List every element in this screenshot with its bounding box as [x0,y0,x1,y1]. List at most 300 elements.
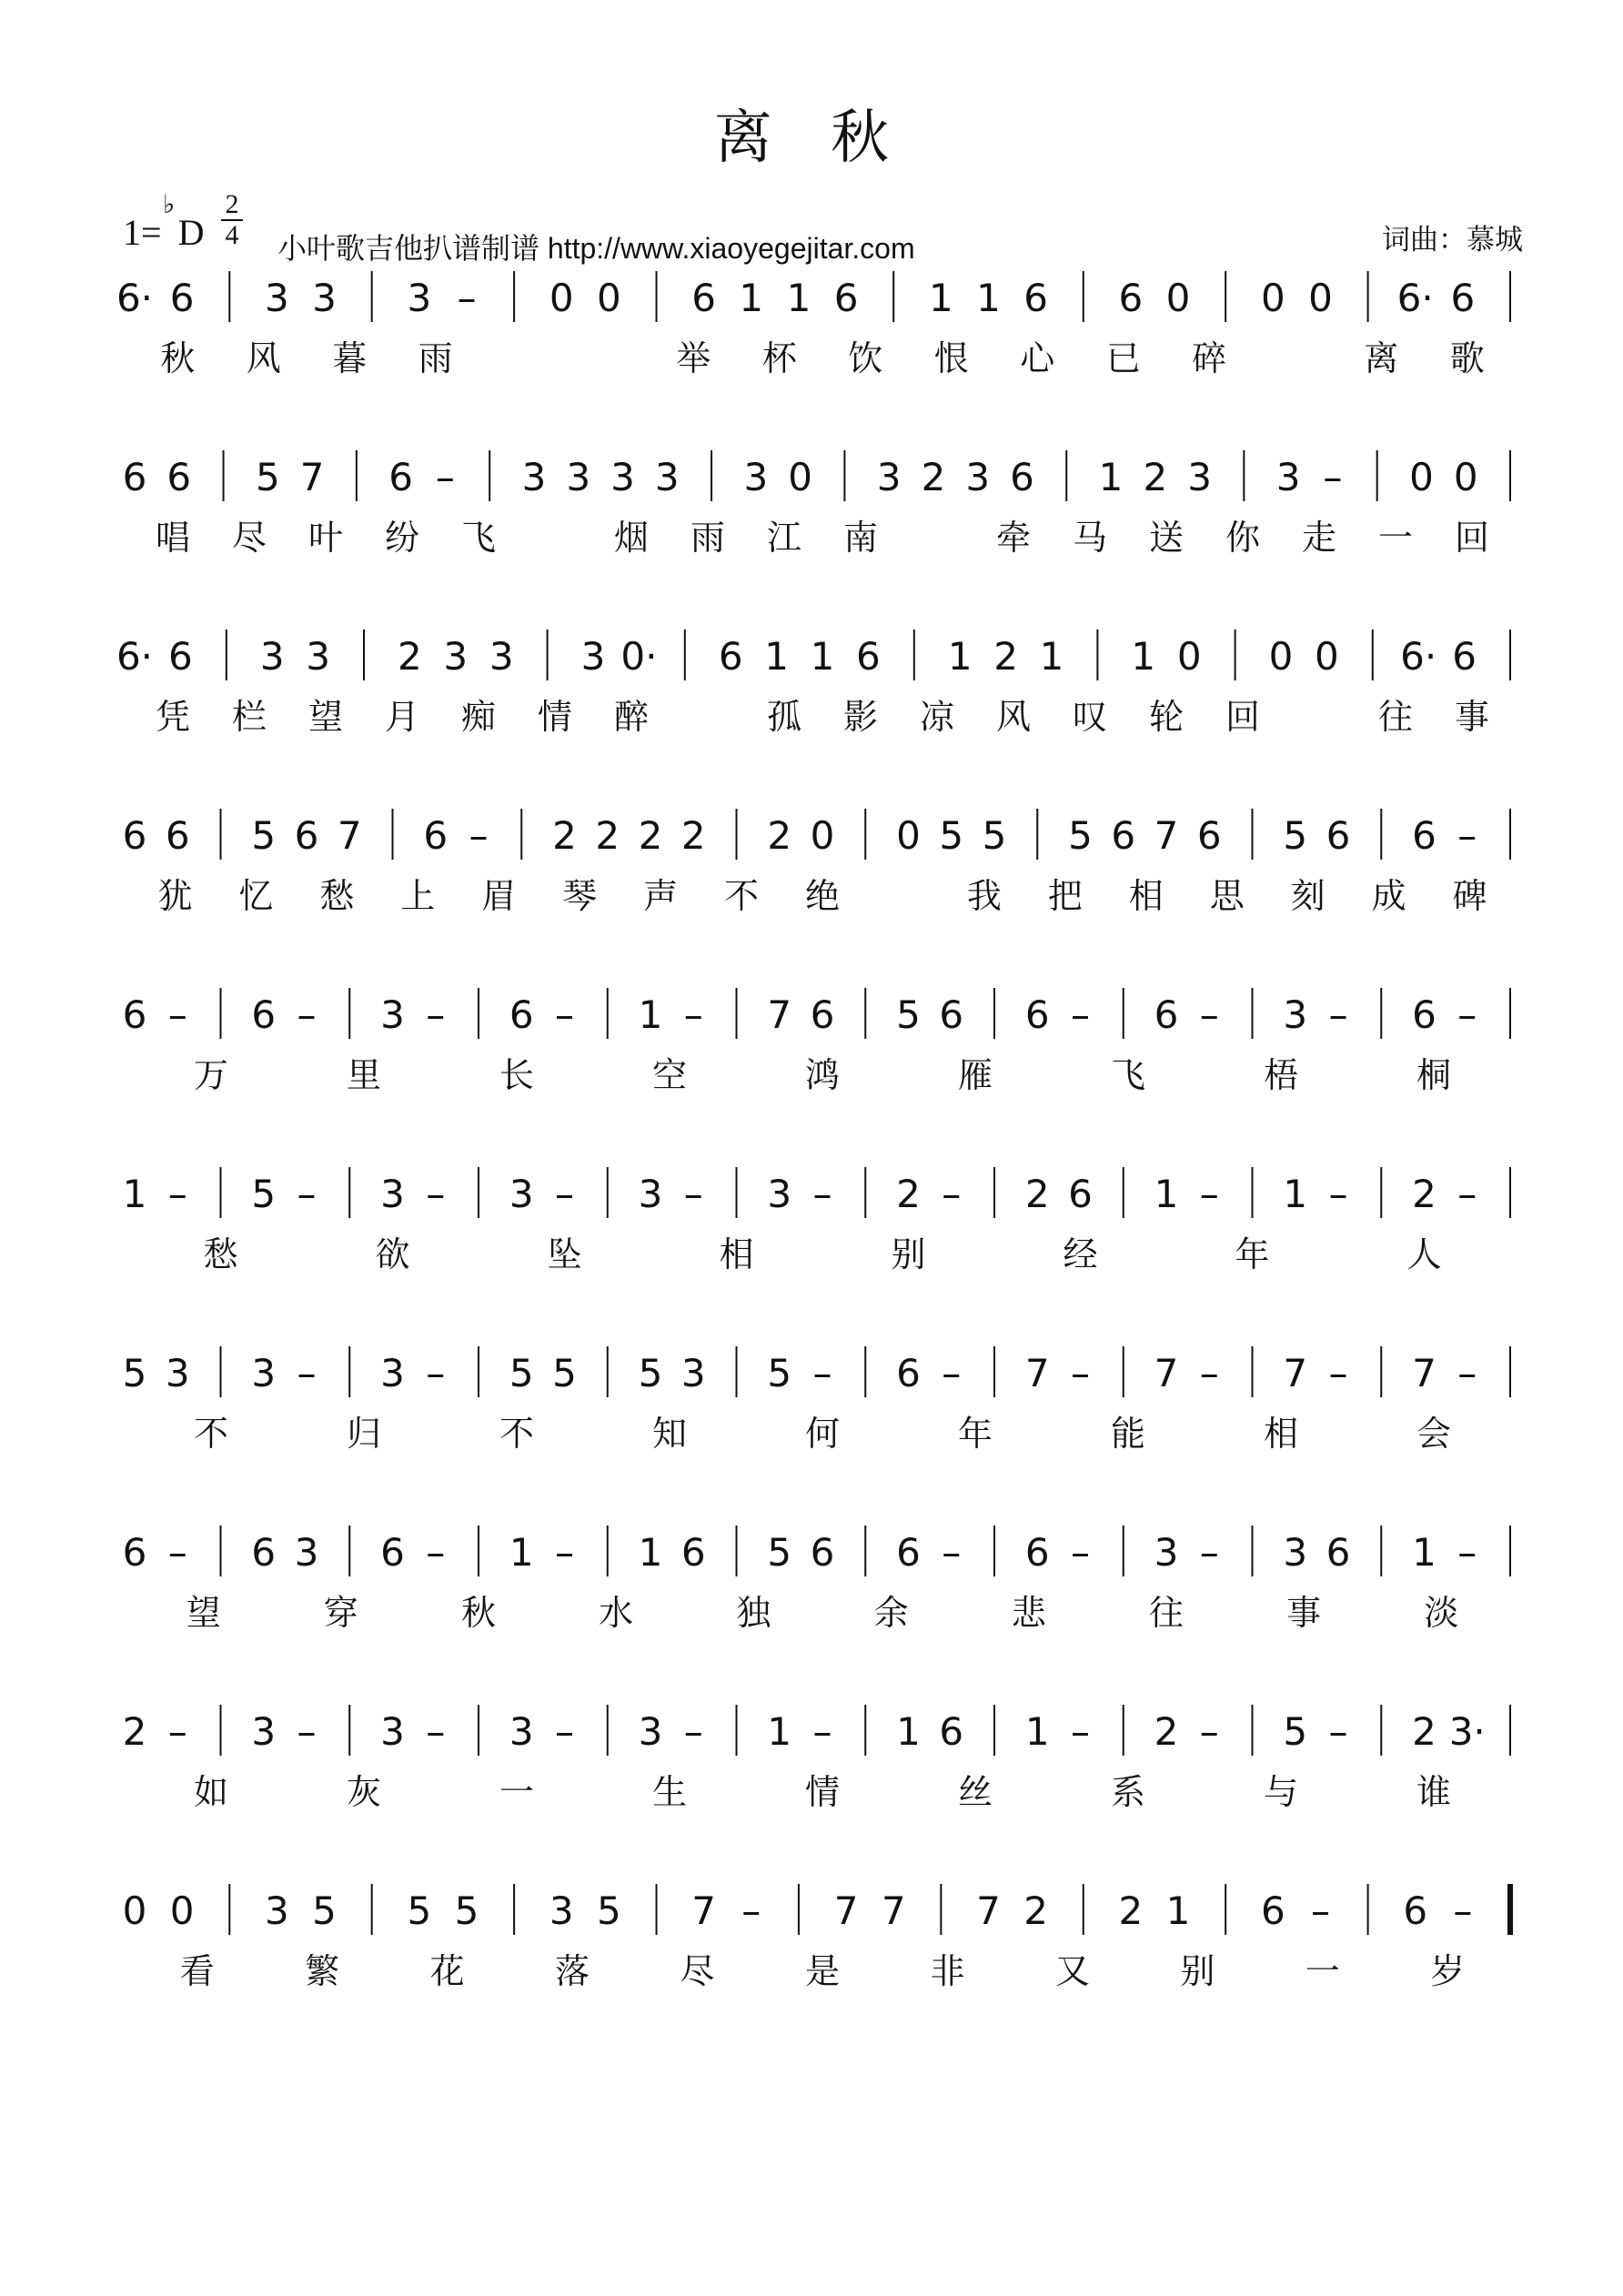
lyric-char: 离 [1364,338,1399,378]
jianpu-note: 1 [947,634,973,679]
jianpu-note: 2 [1024,1172,1050,1216]
jianpu-note: 0 [169,1888,195,1933]
song-title: 离 秋 [713,105,910,172]
lyric-char: 月 [384,697,420,737]
jianpu-note: 1 [810,634,835,679]
key-prefix: 1= [123,212,162,253]
jianpu-note: 3 [876,455,902,499]
lyric-char: 一 [1305,1951,1340,1991]
lyric-char: 独 [736,1593,771,1633]
jianpu-note: 5 [638,1351,663,1395]
jianpu-note: 2 [680,813,706,858]
jianpu-note: 5 [896,992,921,1037]
jianpu-note: 5 [1283,813,1308,858]
jianpu-note: 3 [306,634,330,679]
lyric-char: 事 [1286,1593,1322,1633]
jianpu-note: 0 [1176,634,1202,679]
lyric-char: 飞 [460,518,497,558]
dash-note: – [457,276,477,320]
jianpu-note: 3 [743,455,769,499]
lyric-char: 丝 [957,1772,993,1812]
jianpu-note: 1 [638,1530,663,1575]
jianpu-note: 1 [1098,455,1124,499]
jianpu-note: 6 [833,276,859,320]
jianpu-note: 3 [265,1888,289,1933]
lyric-char: 回 [1454,518,1490,558]
lyric-char: 望 [307,697,344,737]
dash-note: – [426,992,446,1037]
jianpu-note: 5 [767,1351,792,1395]
jianpu-note: 6 [423,813,449,858]
lyric-char: 梧 [1263,1055,1299,1095]
jianpu-note: 6 [1326,813,1351,858]
lyric-char: 眉 [481,876,517,916]
lyric-char: 岁 [1430,1951,1466,1991]
jianpu-note: 1 [767,1709,792,1754]
jianpu-note: 5 [251,1172,277,1216]
dash-note: – [426,1172,446,1216]
jianpu-note: 5 [255,455,280,499]
jianpu-note: 3 [965,455,991,499]
dash-note: – [1071,1709,1090,1754]
lyric-char: 马 [1072,518,1108,558]
jianpu-note: 3· [1448,1709,1486,1754]
jianpu-note: 6 [856,634,881,679]
lyric-char: 栏 [231,697,267,737]
lyric-char: 空 [651,1055,688,1095]
jianpu-note: 3 [380,1709,405,1754]
lyric-char: 坠 [547,1234,582,1274]
lyric-char: 往 [1148,1593,1184,1633]
dash-note: – [1199,1351,1219,1395]
lyric-char: 飞 [1110,1055,1146,1095]
lyric-char: 鸿 [804,1055,841,1095]
dash-note: – [1328,992,1348,1037]
jianpu-note: 0 [788,455,812,499]
jianpu-note: 3 [509,1172,534,1216]
lyric-char: 轮 [1148,697,1184,737]
jianpu-note: 1 [1131,634,1156,679]
lyric-char: 恨 [933,338,969,378]
jianpu-note: 1 [896,1709,921,1754]
dash-note: – [426,1351,446,1395]
jianpu-note: 5 [597,1888,621,1933]
jianpu-note: 5 [1283,1709,1308,1754]
lyric-char: 风 [246,338,281,378]
lyric-char: 人 [1406,1234,1442,1274]
lyric-char: 唱 [155,518,191,558]
jianpu-note: 3 [380,992,405,1037]
jianpu-note: 6 [680,1530,706,1575]
dash-note: – [683,1709,703,1754]
lyrics-row [0,876,1623,916]
jianpu-note: 2 [921,455,946,499]
jianpu-note: 3 [407,276,432,320]
dash-note: – [942,1530,962,1575]
lyric-char: 知 [651,1414,688,1454]
jianpu-note: 6 [1154,992,1179,1037]
lyric-char: 别 [1180,1951,1215,1991]
jianpu-note: 2 [896,1172,921,1216]
beats-bottom: 4 [225,220,239,250]
lyric-char: 尽 [231,518,267,558]
lyric-char: 望 [186,1593,221,1633]
dash-note: – [683,1172,703,1216]
dash-note: – [812,1351,832,1395]
jianpu-note: 6 [1010,455,1034,499]
lyric-char: 我 [966,876,1002,916]
lyric-char: 一 [1377,518,1414,558]
dash-note: – [297,1709,317,1754]
lyrics-row [0,338,1623,378]
lyric-char: 相 [1263,1414,1299,1454]
jianpu-note: 1 [764,634,789,679]
jianpu-note: 6 [165,813,190,858]
jianpu-note: 3 [638,1709,663,1754]
dash-note: – [167,1530,187,1575]
jianpu-note: 6 [1326,1530,1351,1575]
lyric-char: 饮 [848,338,883,378]
lyric-char: 年 [957,1414,993,1454]
dash-note: – [1457,1530,1477,1575]
lyric-char: 忆 [238,876,274,916]
lyric-char: 是 [804,1951,841,1991]
jianpu-note: 0· [620,634,658,679]
dash-note: – [426,1709,446,1754]
jianpu-note: 0 [810,813,835,858]
lyric-char: 纷 [384,518,420,558]
lyric-char: 凭 [155,697,191,737]
jianpu-note: 3 [489,634,514,679]
lyric-char: 愁 [203,1234,238,1274]
jianpu-note: 7 [1154,813,1179,858]
jianpu-note: 2 [1412,1709,1437,1754]
jianpu-note: 6 [122,455,147,499]
jianpu-note: 6 [122,1530,147,1575]
lyric-char: 经 [1063,1234,1098,1274]
jianpu-note: 6 [810,992,835,1037]
jianpu-note: 3 [251,1709,277,1754]
lyric-char: 灰 [346,1772,382,1812]
lyric-char: 牵 [995,518,1032,558]
lyric-char: 绝 [804,876,841,916]
lyric-char: 生 [651,1772,688,1812]
lyric-char: 南 [842,518,879,558]
lyric-char: 歌 [1449,338,1485,378]
jianpu-note: 3 [265,276,289,320]
lyric-char: 成 [1371,876,1406,916]
author-credit: 词曲：慕城 [1382,224,1523,257]
lyric-char: 醉 [613,697,650,737]
lyric-char: 别 [891,1234,926,1274]
dash-note: – [1457,992,1477,1037]
dash-note: – [812,1709,832,1754]
jianpu-note: 0 [1165,276,1191,320]
jianpu-note: 6 [166,455,192,499]
jianpu-note: 6· [116,276,154,320]
jianpu-note: 6 [691,276,717,320]
lyric-char: 杯 [761,338,797,378]
jianpu-note: 7 [1283,1351,1308,1395]
jianpu-note: 3 [1154,1530,1179,1575]
jianpu-note: 3 [1187,455,1212,499]
lyric-char: 回 [1225,697,1261,737]
lyric-char: 会 [1416,1414,1452,1454]
lyric-char: 江 [766,518,802,558]
jianpu-note: 7 [881,1888,906,1933]
lyric-char: 雨 [690,518,726,558]
lyric-char: 痴 [460,697,497,737]
dash-note: – [1323,455,1343,499]
dash-note: – [167,992,187,1037]
lyric-char: 秋 [460,1593,497,1633]
lyric-char: 不 [193,1414,229,1454]
jianpu-note: 6 [1118,276,1144,320]
dash-note: – [426,1530,446,1575]
lyric-char: 琴 [562,876,598,916]
lyric-char: 走 [1301,518,1337,558]
jianpu-note: 5 [454,1888,479,1933]
lyric-char: 雁 [957,1055,993,1095]
lyric-char: 穿 [323,1593,358,1633]
jianpu-note: 0 [1453,455,1478,499]
jianpu-note: 0 [1268,634,1294,679]
dash-note: – [555,1172,574,1216]
lyric-char: 烟 [613,518,650,558]
jianpu-note: 6 [1450,276,1476,320]
jianpu-note: 1 [1165,1888,1191,1933]
lyrics-row [0,1234,1623,1274]
lyric-char: 又 [1054,1951,1090,1991]
lyric-char: 影 [842,697,879,737]
jianpu-note: 3 [521,455,547,499]
lyric-char: 非 [930,1951,965,1991]
jianpu-note: 6 [122,813,147,858]
lyric-char: 往 [1377,697,1414,737]
lyric-char: 能 [1110,1414,1146,1454]
jianpu-note: 7 [1154,1351,1179,1395]
jianpu-note: 2 [993,634,1018,679]
lyric-char: 情 [804,1772,841,1812]
jianpu-note: 1 [509,1530,534,1575]
lyric-char: 与 [1263,1772,1299,1812]
lyric-char: 桐 [1416,1055,1452,1095]
lyric-char: 已 [1105,338,1141,378]
jianpu-note: 1 [928,276,953,320]
jianpu-note: 0 [896,813,921,858]
jianpu-note: 6 [1068,1172,1093,1216]
lyric-char: 举 [676,338,711,378]
lyric-char: 叶 [307,518,344,558]
lyric-char: 谁 [1416,1772,1452,1812]
jianpu-note: 3 [580,634,606,679]
dash-note: – [1457,813,1477,858]
dash-note: – [1328,1709,1348,1754]
lyric-char: 归 [346,1414,382,1454]
jianpu-note: 0 [1409,455,1434,499]
jianpu-note: 5 [767,1530,792,1575]
dash-note: – [555,1530,574,1575]
lyric-char: 孤 [766,697,802,737]
lyric-char: 凉 [919,697,955,737]
beats-top: 2 [225,189,239,219]
jianpu-note: 3 [380,1351,405,1395]
lyric-char: 你 [1225,518,1261,558]
lyric-char: 长 [499,1055,535,1095]
lyric-char: 愁 [319,876,355,916]
lyrics-row [0,518,1623,558]
jianpu-note: 1 [1412,1530,1437,1575]
jianpu-note: 6 [1452,634,1477,679]
jianpu-note: 7 [1024,1351,1050,1395]
jianpu-note: 6 [939,992,964,1037]
dash-note: – [435,455,455,499]
jianpu-note: 5 [939,813,964,858]
jianpu-note: 3 [251,1351,277,1395]
jianpu-note: 1 [1039,634,1064,679]
jianpu-note: 6 [1023,276,1048,320]
key-letter: D [177,212,205,253]
jianpu-note: 5 [312,1888,337,1933]
dash-note: – [1453,1888,1473,1933]
lyric-char: 花 [429,1951,465,1991]
jianpu-note: 2 [552,813,577,858]
lyric-char: 不 [499,1414,535,1454]
dash-note: – [1071,1530,1090,1575]
jianpu-note: 6 [810,1530,835,1575]
jianpu-note: 6· [1400,634,1437,679]
dash-note: – [1328,1351,1348,1395]
jianpu-note: 5 [509,1351,534,1395]
jianpu-note: 6 [1260,1888,1285,1933]
lyric-char: 雨 [418,338,453,378]
jianpu-note: 6 [896,1351,921,1395]
dash-note: – [741,1888,761,1933]
lyrics-row [0,1772,1623,1812]
lyric-char: 事 [1454,697,1490,737]
jianpu-note: 7 [976,1888,1001,1933]
lyric-char: 暮 [332,338,368,378]
lyric-char: 水 [599,1593,634,1633]
dash-note: – [1457,1172,1477,1216]
lyric-char: 里 [346,1055,382,1095]
dash-note: – [297,1172,317,1216]
lyric-char: 声 [643,876,679,916]
jianpu-note: 1 [739,276,764,320]
jianpu-note: 2 [1143,455,1168,499]
jianpu-note: 2 [1412,1172,1437,1216]
jianpu-note: 6 [251,992,277,1037]
lyric-char: 悲 [1011,1593,1046,1633]
flat-sign: ♭ [163,189,176,219]
jianpu-note: 1 [1024,1709,1050,1754]
lyric-char: 碎 [1192,338,1227,378]
jianpu-note: 3 [380,1172,405,1216]
jianpu-note: 3 [767,1172,792,1216]
dash-note: – [1310,1888,1330,1933]
lyric-char: 相 [719,1234,754,1274]
jianpu-note: 2 [595,813,620,858]
lyric-char: 繁 [305,1951,340,1991]
jianpu-note: 7 [767,992,792,1037]
jianpu-note: 7 [833,1888,859,1933]
jianpu-note: 3 [165,1351,190,1395]
jianpu-note: 0 [597,276,621,320]
lyric-char: 秋 [160,338,196,378]
jianpu-note: 2 [1023,1888,1048,1933]
lyrics-row [0,1414,1623,1454]
jianpu-note: 3 [443,634,469,679]
jianpu-note: 3 [610,455,635,499]
lyric-char: 碑 [1452,876,1487,916]
jianpu-note: 6 [1024,992,1050,1037]
jianpu-note: 6 [1412,813,1437,858]
lyric-char: 年 [1235,1234,1270,1274]
jianpu-note: 6 [1412,992,1437,1037]
dash-note: – [812,1172,832,1216]
dash-note: – [1199,992,1219,1037]
jianpu-note: 6 [294,813,319,858]
jianpu-note: 5 [122,1351,147,1395]
jianpu-note: 1 [1154,1172,1179,1216]
dash-note: – [1199,1709,1219,1754]
lyric-char: 把 [1047,876,1083,916]
jianpu-note: 6 [939,1709,964,1754]
jianpu-note: 5 [1068,813,1093,858]
lyric-char: 送 [1148,518,1184,558]
jianpu-note: 3 [1275,455,1301,499]
lyric-char: 万 [193,1055,229,1095]
jianpu-note: 2 [1118,1888,1144,1933]
jianpu-note: 6 [1196,813,1222,858]
dash-note: – [1457,1351,1477,1395]
credit-line: 小叶歌吉他扒谱制谱 http://www.xiaoyegejitar.com [277,232,915,265]
jianpu-note: 7 [299,455,325,499]
jianpu-note: 3 [1283,992,1308,1037]
lyrics-row [0,697,1623,737]
dash-note: – [942,1351,962,1395]
jianpu-note: 6 [169,276,195,320]
jianpu-note: 3 [566,455,591,499]
jianpu-note: 6· [116,634,154,679]
dash-note: – [555,1709,574,1754]
jianpu-note: 2 [1154,1709,1179,1754]
jianpu-note: 3 [549,1888,574,1933]
lyric-char: 刻 [1290,876,1326,916]
lyric-char: 心 [1020,338,1055,378]
jianpu-note: 6 [1111,813,1136,858]
jianpu-note: 3 [654,455,680,499]
jianpu-note: 7 [1412,1351,1437,1395]
dash-note: – [469,813,489,858]
lyric-char: 情 [537,697,573,737]
jianpu-note: 3 [1283,1530,1308,1575]
lyric-char: 何 [804,1414,841,1454]
jianpu-note: 6· [1396,276,1434,320]
lyric-char: 不 [724,876,760,916]
jianpu-note: 1 [122,1172,147,1216]
dash-note: – [297,1351,317,1395]
lyric-char: 思 [1209,876,1245,916]
jianpu-note: 5 [982,813,1007,858]
lyrics-row [0,1055,1623,1095]
lyric-char: 欲 [375,1234,410,1274]
jianpu-note: 3 [312,276,337,320]
jianpu-note: 0 [1260,276,1285,320]
jianpu-note: 6 [1403,1888,1428,1933]
jianpu-note: 1 [786,276,812,320]
lyrics-row [0,1593,1623,1633]
